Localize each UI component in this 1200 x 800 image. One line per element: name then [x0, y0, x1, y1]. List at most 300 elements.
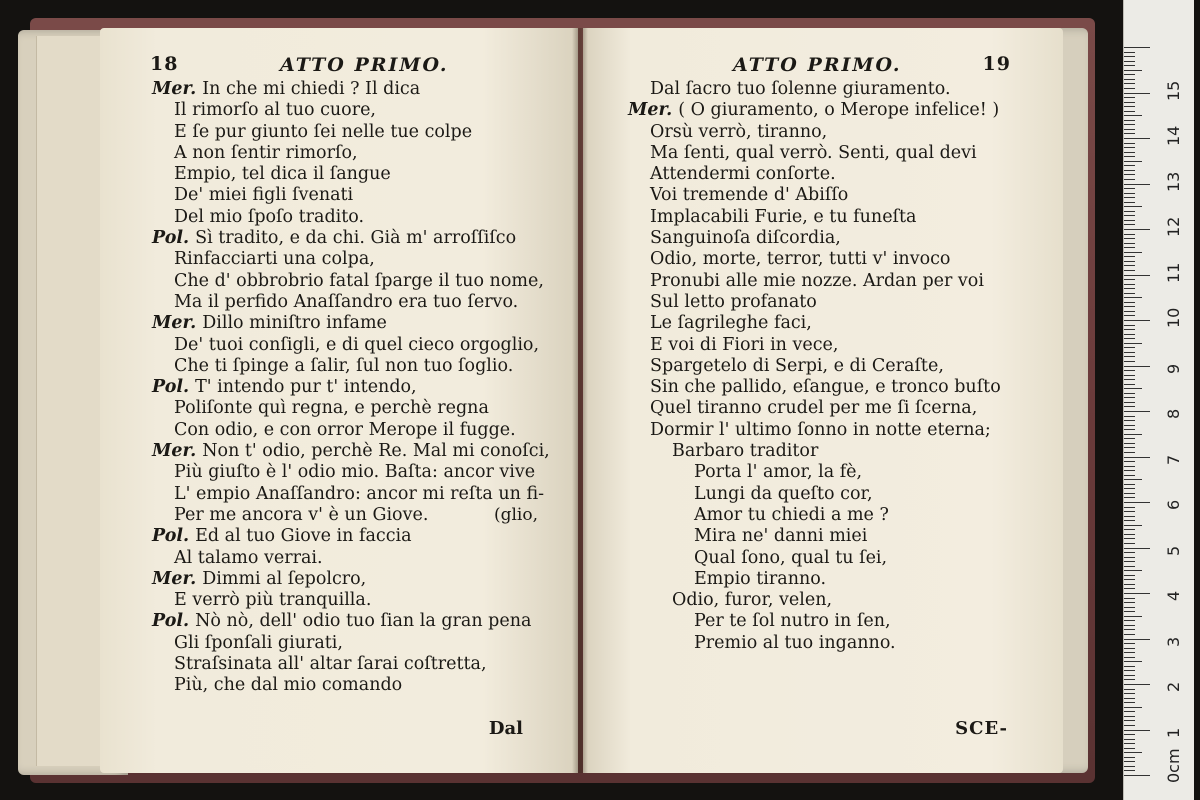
ruler-tick — [1124, 265, 1135, 266]
text-line — [100, 164, 578, 185]
ruler-tick — [1124, 120, 1135, 121]
ruler-tick — [1124, 579, 1135, 580]
text-line — [583, 633, 1063, 654]
ruler-tick — [1124, 457, 1150, 458]
ruler-tick — [1124, 247, 1135, 248]
ruler-tick — [1124, 224, 1135, 225]
line-text: Con odio, e con orror Merope il fugge. — [174, 419, 516, 440]
ruler-tick — [1124, 479, 1142, 480]
ruler-tick — [1124, 211, 1135, 212]
text-line — [583, 79, 1063, 100]
text-line — [100, 569, 578, 590]
ruler-tick — [1124, 570, 1142, 571]
line-text: Attendermi conſorte. — [650, 164, 836, 185]
ruler-tick — [1124, 534, 1135, 535]
line-text: Che d' obbrobrio fatal ſparge il tuo nome, — [174, 270, 544, 291]
line-text: Al talamo verrai. — [174, 547, 323, 568]
ruler-tick — [1124, 470, 1135, 471]
line-text: Amor tu chiedi a me ? — [694, 504, 889, 525]
ruler-tick — [1124, 689, 1135, 690]
ruler-tick — [1124, 229, 1150, 230]
right-page — [583, 28, 1063, 773]
ruler-tick — [1124, 275, 1150, 276]
text-line — [100, 228, 578, 249]
ruler-tick — [1124, 288, 1135, 289]
speaker-label: Mer. — [152, 313, 197, 334]
catchword: SCE- — [955, 718, 1008, 739]
line-text: Sul letto profanato — [650, 291, 817, 312]
ruler-tick — [1124, 261, 1135, 262]
ruler-tick — [1124, 202, 1135, 203]
ruler-tick — [1124, 388, 1142, 389]
ruler-tick — [1124, 206, 1142, 207]
ruler-tick — [1124, 315, 1135, 316]
ruler-tick — [1124, 106, 1135, 107]
ruler-tick — [1124, 497, 1135, 498]
text-line — [100, 122, 578, 143]
ruler-tick — [1124, 707, 1142, 708]
ruler-tick — [1124, 438, 1135, 439]
ruler-tick — [1124, 397, 1135, 398]
ruler-tick — [1124, 670, 1135, 671]
line-text: Empio tiranno. — [694, 568, 827, 589]
ruler-tick — [1124, 620, 1135, 621]
ruler-tick — [1124, 484, 1135, 485]
line-text: De' tuoi conſigli, e di quel cieco orgoglio, — [174, 334, 540, 355]
ruler-tick — [1124, 493, 1135, 494]
ruler-label: 7 — [1164, 454, 1183, 465]
ruler-tick — [1124, 97, 1135, 98]
ruler-tick — [1124, 143, 1135, 144]
line-tail: (glio, — [493, 504, 538, 525]
left-page — [100, 28, 578, 773]
ruler-tick — [1124, 698, 1135, 699]
text-line — [583, 313, 1063, 334]
running-head: ATTO PRIMO. — [280, 54, 449, 76]
ruler-tick — [1124, 720, 1135, 721]
ruler-tick — [1124, 65, 1135, 66]
ruler-tick — [1124, 420, 1135, 421]
text-line — [583, 292, 1063, 313]
ruler-tick — [1124, 179, 1135, 180]
line-text: Le ſagrileghe faci, — [650, 313, 812, 334]
page-number: 19 — [982, 53, 1011, 75]
text-block — [100, 79, 578, 697]
ruler-label: 8 — [1164, 408, 1183, 419]
ruler-tick — [1124, 593, 1150, 594]
text-line — [583, 484, 1063, 505]
ruler-tick — [1124, 679, 1135, 680]
ruler-tick — [1124, 425, 1135, 426]
ruler-tick — [1124, 643, 1135, 644]
ruler-tick — [1124, 156, 1135, 157]
line-text: Pronubi alle mie nozze. Ardan per voi — [650, 270, 984, 291]
speaker-label: Pol. — [152, 611, 190, 632]
line-text: In che mi chiedi ? Il dica — [202, 79, 421, 99]
ruler-tick — [1124, 652, 1135, 653]
text-line — [100, 590, 578, 611]
ruler-tick — [1124, 598, 1135, 599]
text-line — [583, 164, 1063, 185]
ruler-tick — [1124, 161, 1142, 162]
ruler-tick — [1124, 152, 1135, 153]
text-line — [100, 271, 578, 292]
ruler-tick — [1124, 634, 1135, 635]
ruler-tick — [1124, 197, 1135, 198]
ruler-label: 1 — [1164, 727, 1183, 738]
ruler-tick — [1124, 61, 1135, 62]
ruler-label: 3 — [1164, 636, 1183, 647]
ruler-tick — [1124, 297, 1142, 298]
ruler-tick — [1124, 684, 1150, 685]
line-text: Per te ſol nutro in ſen, — [694, 611, 891, 632]
ruler-tick — [1124, 588, 1135, 589]
line-text: Sanguinoſa diſcordia, — [650, 228, 841, 249]
ruler-tick — [1124, 193, 1135, 194]
text-line — [100, 526, 578, 547]
ruler-tick — [1124, 516, 1135, 517]
ruler-tick — [1124, 575, 1135, 576]
ruler-tick — [1124, 743, 1135, 744]
ruler-tick — [1124, 184, 1150, 185]
line-text: Implacabili Furie, e tu funeſta — [650, 206, 917, 227]
ruler-label: 12 — [1164, 216, 1183, 237]
line-text: Voi tremende d' Abiſſo — [650, 185, 849, 206]
text-line — [100, 420, 578, 441]
book-gutter — [572, 28, 588, 773]
ruler-tick — [1124, 293, 1135, 294]
ruler-tick — [1124, 129, 1135, 130]
ruler-label: 15 — [1164, 80, 1183, 101]
line-text: Straſsinata all' altar ſarai coſtretta, — [174, 654, 487, 675]
ruler-tick — [1124, 165, 1135, 166]
ruler-tick — [1124, 188, 1135, 189]
line-text: Barbaro traditor — [672, 441, 819, 462]
text-line — [100, 335, 578, 356]
line-text: Premio al tuo inganno. — [694, 632, 896, 653]
text-line — [583, 590, 1063, 611]
line-text: Gli ſponſali giurati, — [174, 632, 343, 653]
ruler-tick — [1124, 147, 1135, 148]
ruler-tick — [1124, 270, 1135, 271]
ruler-tick — [1124, 83, 1135, 84]
ruler-tick — [1124, 461, 1135, 462]
line-text: Odio, furor, velen, — [672, 590, 833, 611]
text-line — [100, 548, 578, 569]
text-line — [583, 377, 1063, 398]
ruler-tick — [1124, 770, 1135, 771]
text-line — [583, 335, 1063, 356]
ruler-tick — [1124, 47, 1150, 48]
ruler-tick — [1124, 361, 1135, 362]
ruler-tick — [1124, 511, 1135, 512]
ruler-tick — [1124, 661, 1142, 662]
ruler-tick — [1124, 384, 1135, 385]
ruler-tick — [1124, 352, 1135, 353]
ruler-tick — [1124, 693, 1135, 694]
ruler-tick — [1124, 711, 1135, 712]
text-line — [100, 249, 578, 270]
line-text: Che ti ſpinge a ſalir, ſul non tuo ſoglio. — [174, 355, 514, 376]
ruler-tick — [1124, 725, 1135, 726]
ruler-label: 14 — [1164, 125, 1183, 146]
ruler-tick — [1124, 434, 1142, 435]
ruler-tick — [1124, 552, 1135, 553]
ruler-label: 6 — [1164, 499, 1183, 510]
ruler-tick — [1124, 115, 1142, 116]
ruler-tick — [1124, 311, 1135, 312]
line-text: Mira ne' danni miei — [694, 526, 868, 547]
ruler-tick — [1124, 757, 1135, 758]
ruler-tick — [1124, 566, 1135, 567]
ruler-tick — [1124, 356, 1135, 357]
line-text: Dimmi al ſepolcro, — [202, 568, 367, 589]
line-text: Più giuſto è l' odio mio. Baſta: ancor vive — [174, 462, 536, 483]
ruler-tick — [1124, 138, 1150, 139]
ruler-tick — [1124, 666, 1135, 667]
text-line — [100, 505, 578, 526]
ruler-tick — [1124, 739, 1135, 740]
speaker-label: Mer. — [628, 100, 673, 121]
text-line — [583, 611, 1063, 632]
ruler-tick — [1124, 93, 1150, 94]
line-text: Orsù verrò, tiranno, — [650, 121, 828, 142]
line-text: Dillo miniſtro infame — [202, 313, 387, 334]
ruler-tick — [1124, 174, 1135, 175]
ruler-tick — [1124, 748, 1135, 749]
ruler-tick — [1124, 256, 1135, 257]
text-line — [583, 441, 1063, 462]
page-number: 18 — [150, 53, 179, 75]
text-line — [583, 398, 1063, 419]
text-line — [100, 292, 578, 313]
ruler-tick — [1124, 525, 1142, 526]
ruler-tick — [1124, 761, 1135, 762]
ruler-tick — [1124, 466, 1135, 467]
speaker-label: Mer. — [152, 441, 197, 462]
ruler-tick — [1124, 402, 1135, 403]
ruler-tick — [1124, 452, 1135, 453]
ruler-label: 11 — [1164, 262, 1183, 283]
ruler-tick — [1124, 775, 1150, 776]
text-line — [583, 143, 1063, 164]
ruler-tick — [1124, 475, 1135, 476]
ruler-tick — [1124, 548, 1150, 549]
ruler-tick — [1124, 52, 1135, 53]
line-text: Ed al tuo Giove in faccia — [195, 526, 412, 547]
ruler-tick — [1124, 279, 1135, 280]
ruler-label: 0cm — [1164, 748, 1183, 783]
text-line — [583, 122, 1063, 143]
ruler-tick — [1124, 284, 1135, 285]
line-text: L' empio Anaſſandro: ancor mi reſta un fi- — [174, 483, 545, 504]
ruler-tick — [1124, 306, 1135, 307]
ruler-tick — [1124, 429, 1135, 430]
text-line — [100, 207, 578, 228]
ruler-tick — [1124, 343, 1142, 344]
ruler-tick — [1124, 602, 1135, 603]
running-head: ATTO PRIMO. — [733, 54, 902, 76]
ruler-tick — [1124, 215, 1135, 216]
speaker-label: Pol. — [152, 526, 190, 547]
ruler-tick — [1124, 252, 1142, 253]
line-text: E voi di Fiori in vece, — [650, 334, 839, 355]
text-line — [583, 100, 1063, 121]
ruler-tick — [1124, 334, 1135, 335]
line-text: E verrò più tranquilla. — [174, 590, 372, 611]
text-line — [100, 377, 578, 398]
ruler-tick — [1124, 393, 1135, 394]
text-line — [583, 420, 1063, 441]
line-text: Qual ſono, qual tu ſei, — [694, 547, 888, 568]
ruler-label: 13 — [1164, 171, 1183, 192]
ruler-tick — [1124, 543, 1135, 544]
ruler-tick — [1124, 302, 1135, 303]
speaker-label: Pol. — [152, 377, 190, 398]
ruler-tick — [1124, 370, 1135, 371]
line-text: Ma ſenti, qual verrò. Senti, qual devi — [650, 142, 977, 163]
text-line — [100, 654, 578, 675]
text-line — [583, 548, 1063, 569]
ruler-tick — [1124, 648, 1135, 649]
line-text: Dormir l' ultimo ſonno in notte eterna; — [650, 419, 991, 440]
ruler-tick — [1124, 584, 1135, 585]
text-line — [583, 505, 1063, 526]
text-line — [100, 611, 578, 632]
line-text: Il rimorſo al tuo cuore, — [174, 100, 376, 121]
text-line — [583, 228, 1063, 249]
measuring-ruler — [1123, 0, 1194, 800]
text-line — [100, 633, 578, 654]
ruler-tick — [1124, 70, 1142, 71]
ruler-tick — [1124, 538, 1135, 539]
text-line — [100, 675, 578, 696]
ruler-tick — [1124, 234, 1135, 235]
line-text: ( O giuramento, o Merope infelice! ) — [678, 100, 1000, 121]
ruler-tick — [1124, 520, 1135, 521]
ruler-label: 5 — [1164, 545, 1183, 556]
text-line — [583, 207, 1063, 228]
text-line — [100, 143, 578, 164]
ruler-label: 2 — [1164, 681, 1183, 692]
ruler-tick — [1124, 220, 1135, 221]
ruler-tick — [1124, 56, 1135, 57]
ruler-tick — [1124, 657, 1135, 658]
line-text: Quel tiranno crudel per me ſi ſcerna, — [650, 398, 978, 419]
ruler-tick — [1124, 338, 1135, 339]
text-line — [100, 441, 578, 462]
text-line — [583, 526, 1063, 547]
catchword: Dal — [488, 718, 523, 739]
ruler-tick — [1124, 629, 1135, 630]
line-text: Spargetelo di Serpi, e di Ceraſte, — [650, 355, 944, 376]
ruler-tick — [1124, 702, 1135, 703]
text-line — [583, 185, 1063, 206]
ruler-tick — [1124, 734, 1135, 735]
text-line — [583, 271, 1063, 292]
line-text: Sin che pallido, eſangue, e tronco buſto — [650, 377, 1001, 398]
ruler-tick — [1124, 766, 1135, 767]
ruler-tick — [1124, 375, 1135, 376]
ruler-label: 10 — [1164, 307, 1183, 328]
line-text: Del mio ſpoſo tradito. — [174, 206, 365, 227]
ruler-tick — [1124, 124, 1135, 125]
text-line — [100, 484, 578, 505]
ruler-tick — [1124, 320, 1150, 321]
speaker-label: Mer. — [152, 568, 197, 589]
ruler-tick — [1124, 447, 1135, 448]
ruler-tick — [1124, 561, 1135, 562]
ruler-tick — [1124, 74, 1135, 75]
ruler-label: 4 — [1164, 590, 1183, 601]
ruler-tick — [1124, 752, 1142, 753]
ruler-tick — [1124, 616, 1142, 617]
line-text: T' intendo pur t' intendo, — [195, 377, 417, 398]
line-text: Nò nò, dell' odio tuo ſian la gran pena — [195, 611, 532, 632]
ruler-tick — [1124, 557, 1135, 558]
line-text: Ma il perfido Anaſſandro era tuo ſervo. — [174, 291, 519, 312]
line-text: Più, che dal mio comando — [174, 675, 403, 696]
ruler-tick — [1124, 502, 1150, 503]
text-line — [583, 356, 1063, 377]
ruler-tick — [1124, 170, 1135, 171]
line-text: A non ſentir rimorſo, — [174, 142, 358, 163]
ruler-tick — [1124, 443, 1135, 444]
text-line — [100, 313, 578, 334]
ruler-tick — [1124, 325, 1135, 326]
text-line — [100, 79, 578, 100]
text-line — [100, 462, 578, 483]
line-text: De' miei figli ſvenati — [174, 185, 354, 206]
ruler-tick — [1124, 111, 1135, 112]
text-line — [583, 462, 1063, 483]
ruler-tick — [1124, 716, 1135, 717]
line-text: Lungi da queſto cor, — [694, 483, 873, 504]
text-line — [100, 356, 578, 377]
line-text: Odio, morte, terror, tutti v' invoco — [650, 249, 951, 270]
ruler-tick — [1124, 488, 1135, 489]
ruler-tick — [1124, 347, 1135, 348]
ruler-tick — [1124, 406, 1135, 407]
line-text: Non t' odio, perchè Re. Mal mi conoſci, — [202, 441, 550, 462]
ruler-tick — [1124, 675, 1135, 676]
line-text: Rinfacciarti una colpa, — [174, 249, 375, 270]
ruler-tick — [1124, 88, 1135, 89]
text-line — [583, 569, 1063, 590]
ruler-tick — [1124, 607, 1135, 608]
line-text: Per me ancora v' è un Giove. — [174, 504, 429, 525]
line-text: Dal ſacro tuo ſolenne giuramento. — [650, 79, 951, 99]
text-line — [100, 185, 578, 206]
line-text: E ſe pur giunto ſei nelle tue colpe — [174, 121, 473, 142]
ruler-tick — [1124, 507, 1135, 508]
ruler-tick — [1124, 625, 1135, 626]
speaker-label: Pol. — [152, 228, 190, 249]
text-line — [100, 398, 578, 419]
line-text: Empio, tel dica il ſangue — [174, 164, 391, 185]
text-block — [583, 79, 1063, 654]
ruler-tick — [1124, 416, 1135, 417]
ruler-tick — [1124, 529, 1135, 530]
ruler-tick — [1124, 133, 1135, 134]
speaker-label: Mer. — [152, 79, 197, 99]
ruler-tick — [1124, 730, 1150, 731]
ruler-tick — [1124, 379, 1135, 380]
ruler-tick — [1124, 639, 1150, 640]
line-text: Poliſonte quì regna, e perchè regna — [174, 398, 489, 419]
ruler-tick — [1124, 366, 1150, 367]
line-text: Porta l' amor, la fè, — [694, 462, 863, 483]
